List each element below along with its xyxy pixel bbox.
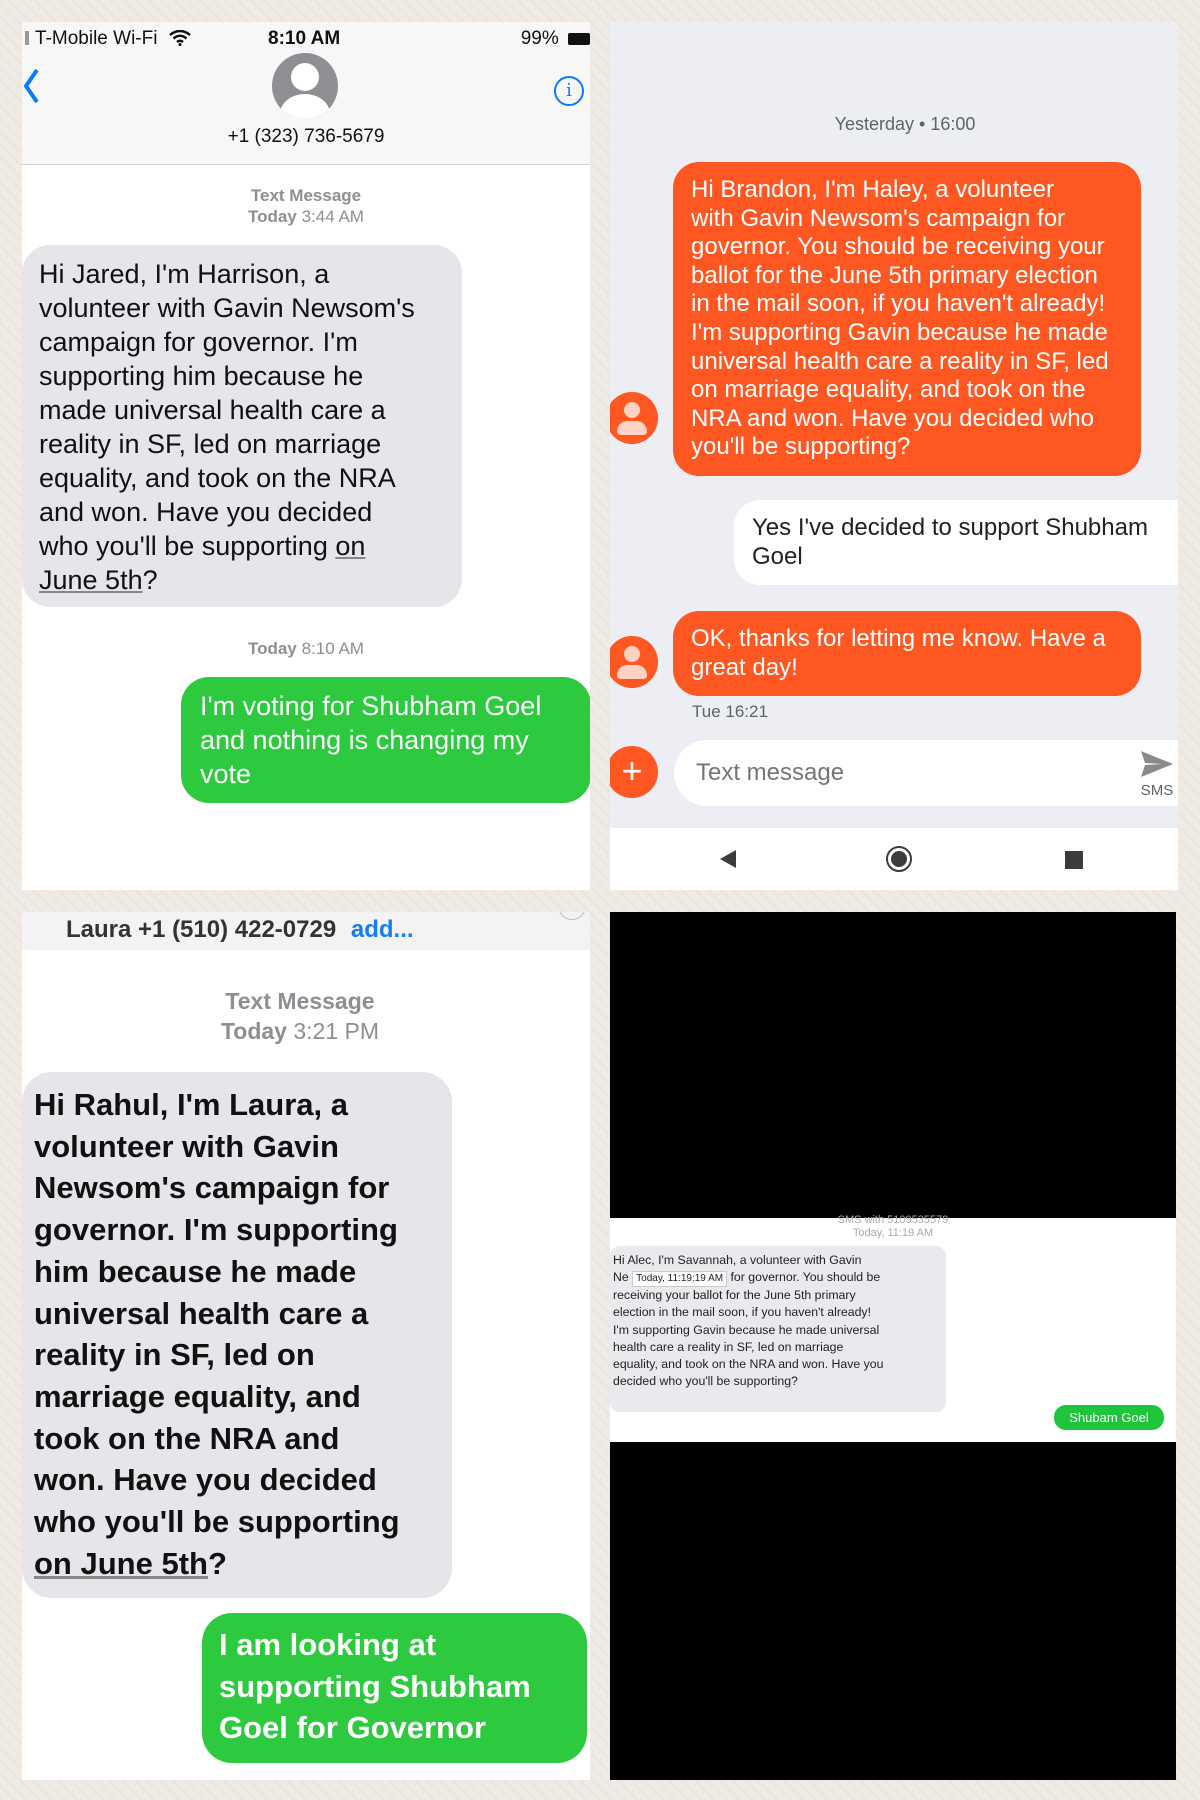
battery-status: [521, 28, 590, 50]
text-line: marriage equality, and: [34, 1378, 361, 1414]
text-line: great day!: [691, 653, 798, 681]
recipient-bar: [22, 912, 590, 950]
date-link[interactable]: on: [335, 531, 366, 561]
header-time: 3:44 AM: [301, 207, 364, 226]
text-line: him because he made: [34, 1253, 357, 1289]
text-line: I'm supporting Gavin because he made universal: [613, 1322, 880, 1337]
outgoing-message-text: Shubam Goel: [1069, 1410, 1149, 1425]
send-icon: [1140, 750, 1174, 778]
panel-imessage-laura: [22, 912, 590, 1780]
outgoing-message-bubble: [181, 677, 590, 803]
carrier-label: T-Mobile Wi-Fi: [35, 28, 158, 49]
text-line: on marriage equality, and took on the: [691, 376, 1086, 404]
compose-bar: [674, 740, 1178, 806]
header-day: Today: [220, 1018, 287, 1044]
contact-number[interactable]: +1 (323) 736-5679: [227, 126, 385, 147]
recents-nav-icon[interactable]: [1065, 851, 1083, 869]
text-line: receiving your ballot for the June 5th primary: [613, 1288, 856, 1303]
text-line: Hi Rahul, I'm Laura, a: [34, 1087, 348, 1122]
incoming-message-text: [691, 176, 1151, 462]
text-line: governor. You should be receiving your: [691, 233, 1105, 261]
text-line: equality, and took on the NRA and won. Have you: [613, 1357, 884, 1372]
battery-icon: [568, 33, 590, 45]
timestamp-day: Today: [248, 639, 297, 658]
text-line: June 5th?: [39, 565, 158, 595]
header-label: SMS with 5109535579: [837, 1214, 949, 1226]
conversation-header: [22, 22, 590, 165]
incoming-message-bubble: [673, 611, 1141, 696]
text-line: I'm supporting Gavin because he made: [691, 318, 1108, 346]
contact-avatar-icon[interactable]: [610, 636, 658, 688]
text-line: with Gavin Newsom's campaign for: [691, 204, 1066, 232]
status-time: 8:10 AM: [268, 28, 341, 49]
text-line: equality, and took on the NRA: [39, 463, 396, 493]
timestamp: [22, 639, 590, 659]
text-line: Hi Jared, I'm Harrison, a: [39, 259, 330, 289]
text-line: and won. Have you decided: [39, 497, 373, 527]
send-button[interactable]: [1136, 750, 1178, 800]
incoming-message-text: [34, 1084, 459, 1584]
text-line: took on the NRA and: [34, 1420, 340, 1456]
add-contact-link[interactable]: add...: [350, 916, 414, 943]
text-line: reality in SF, led on marriage: [39, 429, 382, 459]
info-icon[interactable]: i: [554, 76, 584, 106]
outgoing-message-bubble: [1054, 1405, 1164, 1430]
contact-avatar-icon[interactable]: [272, 53, 338, 119]
text-line: Hi Alec, I'm Savannah, a volunteer with Gavin: [613, 1253, 862, 1267]
panel-sms-savannah: [610, 912, 1176, 1780]
text-line: NRA and won. Have you decided who: [691, 404, 1094, 432]
nav-bar: [610, 828, 1178, 890]
header-time: 3:21 PM: [293, 1018, 380, 1044]
contact-number: +1 (510) 422-0729: [138, 916, 337, 943]
message-input[interactable]: [694, 754, 1078, 792]
text-line: I'm voting for Shubham Goel: [200, 691, 542, 721]
text-line: universal health care a: [34, 1295, 369, 1331]
header-label: Text Message: [225, 988, 375, 1014]
text-line: Ne Today, 11:19:19 AM for governor. You should be: [613, 1269, 943, 1287]
send-label: SMS: [1140, 782, 1174, 799]
message-header: [22, 986, 578, 1046]
outgoing-message-text: [219, 1624, 589, 1749]
incoming-message-bubble: [22, 1072, 452, 1598]
header-label: Text Message: [250, 186, 362, 205]
text-line: supporting Shubham: [219, 1668, 531, 1704]
text-line: made universal health care a: [39, 395, 386, 425]
message-timestamp: Tue 16:21: [692, 702, 768, 721]
text-line: volunteer with Gavin: [34, 1128, 339, 1164]
text-line: volunteer with Gavin Newsom's: [39, 293, 415, 323]
timestamp-tooltip: Today, 11:19:19 AM: [632, 1271, 727, 1287]
text-line: election in the mail soon, if you haven't already!: [613, 1305, 872, 1320]
text-line: reality in SF, led on: [34, 1337, 315, 1373]
contact-name: Laura: [66, 916, 132, 943]
date-link[interactable]: June 5th: [39, 565, 143, 595]
text-line: vote: [200, 759, 252, 789]
back-chevron-icon[interactable]: [22, 68, 40, 104]
text-line: on June 5th?: [34, 1545, 227, 1581]
back-nav-icon[interactable]: [718, 849, 738, 869]
recipient-field[interactable]: [66, 916, 414, 944]
text-line: OK, thanks for letting me know. Have a: [691, 625, 1106, 652]
text-line: supporting him because he: [39, 361, 364, 391]
incoming-message-bubble: [610, 1246, 946, 1412]
battery-label: 99%: [520, 28, 559, 49]
date-link[interactable]: on June 5th: [34, 1545, 208, 1581]
info-icon[interactable]: [558, 912, 586, 920]
text-line: Goel: [752, 542, 803, 570]
text-line: in the mail soon, if you haven't already!: [691, 290, 1106, 318]
status-bar: [22, 28, 191, 50]
outgoing-message-bubble: [734, 500, 1178, 585]
text-line: decided who you'll be supporting?: [613, 1374, 798, 1389]
header-day: Today: [248, 207, 297, 226]
home-nav-icon[interactable]: [886, 846, 912, 872]
conversation-header: [610, 1214, 1176, 1240]
outgoing-message-text: [200, 689, 590, 791]
text-line: universal health care a reality in SF, led: [691, 347, 1109, 375]
incoming-message-text: [613, 1252, 943, 1390]
text-line: campaign for governor. I'm: [39, 327, 358, 357]
text-line: Goel for Governor: [219, 1710, 486, 1746]
outgoing-message-bubble: [202, 1613, 587, 1763]
text-line: ballot for the June 5th primary election: [691, 261, 1098, 289]
text-line: health care a reality in SF, led on marriage: [613, 1339, 844, 1354]
text-line: Newsom's campaign for: [34, 1170, 390, 1206]
text-line: and nothing is changing my: [200, 725, 529, 755]
text-line: I am looking at: [219, 1627, 437, 1662]
text-line: Yes I've decided to support Shubham: [752, 514, 1148, 541]
header-time: Today, 11:19 AM: [852, 1227, 934, 1239]
signal-icon: [25, 31, 29, 45]
panel-imessage-harrison: [22, 22, 590, 890]
incoming-message-text: [39, 257, 459, 597]
incoming-message-bubble: [673, 162, 1141, 476]
text-line: who you'll be supporting: [34, 1504, 400, 1540]
text-line: governor. I'm supporting: [34, 1212, 398, 1248]
add-attachment-button[interactable]: +: [610, 746, 658, 798]
date-header: Yesterday • 16:00: [834, 114, 976, 134]
message-header: [22, 185, 590, 227]
incoming-message-text: [691, 625, 1151, 682]
incoming-message-bubble: [22, 245, 462, 607]
sms-conversation: [610, 1214, 1176, 1442]
contact-avatar-icon[interactable]: [610, 392, 658, 444]
text-line: won. Have you decided: [34, 1462, 377, 1498]
outgoing-message-text: [752, 514, 1178, 571]
text-line: Hi Brandon, I'm Haley, a volunteer: [691, 176, 1054, 203]
text-line: you'll be supporting?: [691, 433, 911, 461]
wifi-icon: [169, 30, 191, 46]
timestamp-time: 8:10 AM: [301, 639, 364, 658]
panel-android-haley: [610, 22, 1178, 890]
text-line: who you'll be supporting on: [39, 531, 366, 561]
